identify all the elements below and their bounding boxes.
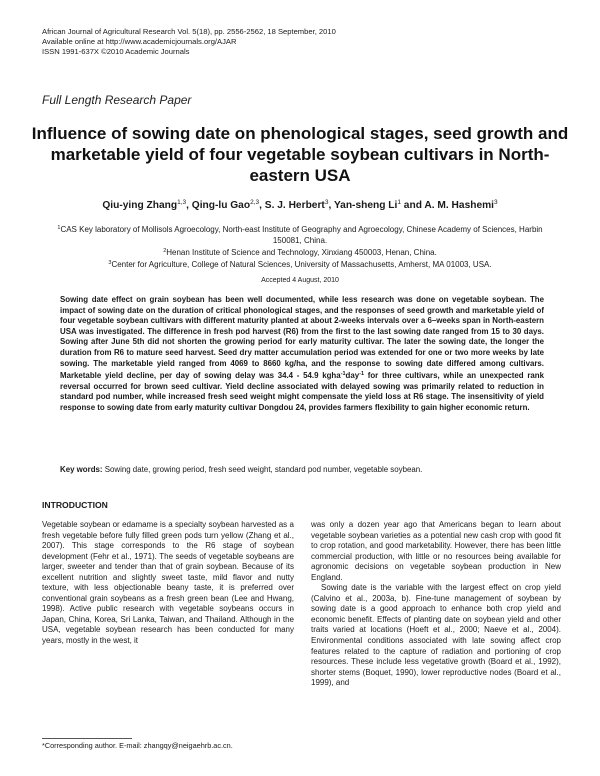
author-separator: and [400,200,425,211]
author-name: Qing-lu Gao [191,200,251,211]
keywords-label: Key words: [60,465,103,474]
journal-citation: African Journal of Agricultural Research Vol. 5(18), pp. 2556-2562, 18 September, 2010 [42,27,336,36]
author-affiliation-mark: 3 [324,199,329,206]
body-paragraph: Sowing date is the variable with the largest effect on crop yield (Calvino et al., 2003a, b). Fine-tune management of soybean by sowing date is a good approach to enhance both crop yield and economic benefit. Effects of planting date on soybean yield and other traits varied at locations (Hoeft et al., 2000; Naeve et al., 2004). Environmental conditions associated with late sowing affect crop features related to the capture of radiation and portioning of crop resources. These include less vegetative growth (Board et al., 1992), shorter stems (Boquet, 1990), lower reproductive nodes (Board et al., 1999), and [311,583,561,688]
affiliation-item [42,223,558,246]
author-affiliation-mark: 2,3 [250,199,260,206]
author-separator: , [186,200,192,211]
author-affiliation-mark: 3 [494,199,498,206]
body-column-left [42,520,294,647]
unit-exponent: -1 [359,371,365,378]
author-affiliation-mark: 1 [397,199,401,206]
author-name: Qiu-ying Zhang [102,200,178,211]
unit-exponent: -1 [340,371,346,378]
corresponding-author-footnote: *Corresponding author. E-mail: zhangqy@neigaehrb.ac.cn. [42,741,233,750]
online-availability[interactable]: Available online at http://www.academicjournals.org/AJAR [42,37,237,46]
affiliation-text: CAS Key laboratory of Mollisols Agroecology, North-east Institute of Geography and Agroecology, Chinese Academy of Sciences, Harbin 150081, China. [60,225,543,245]
footnote-divider [42,738,132,739]
abstract-text: Sowing date effect on grain soybean has been well documented, while less research was done on vegetable soybean. The impact of sowing date on the duration of critical phonological stages, and the responses of seed growth and marketable yield of four vegetable soybean cultivars with different maturity planted at about 2-weeks intervals over a 6–weeks span in North-eastern USA was investigated. The difference in fresh pod harvest (R6) from the first to the last sowing date ranged from 15 to 30 days. Sowing after June 5th did not shorten the growing period for early maturity cultivar. The later the sowing date, the longer the duration from R6 to mature seed harvest. Seed dry matter accumulation period was extended for one or two more weeks by late sowing. The marketable yield ranged from 4069 to 8660 kg/ha, and the response to sowing date differed among cultivars. Marketable yield decline, per day of sowing delay was 34.4 - 54.9 kgha [60,295,544,381]
body-paragraph: Vegetable soybean or edamame is a specialty soybean harvested as a fresh vegetable before fully filled green pods turn yellow (Zhang et al., 2007). This stage corresponds to the R6 stage of soybean development (Fehr et al., 1971). The seeds of vegetable soybeans are larger, sweeter and tender than that of grain soybean. Because of its excellent nutrition and slightly sweet taste, mild flavor and nutty texture, with less objectionable beany taste, it is preferred over conventional grain soybeans as a fresh green bean (Lee and Hwang, 1998). Active public research with vegetable soybeans occurs in Japan, China, Korea, Sri Lanka, Taiwan, and Thailand. Although in the USA, vegetable soybean research has been conducted for many years, mostly in the west, it [42,520,294,646]
body-paragraph: was only a dozen year ago that Americans began to learn about vegetable soybean varieties as a potential new cash crop with good fit to crop rotation, and good marketability. However, there has been little commercial production, with little or no resources being available for agronomic decisions on vegetable soybean production in New England. [311,520,561,582]
paper-title: Influence of sowing date on phenological stages, seed growth and marketable yield of four vegetable soybean cultivars in North-eastern USA [31,124,569,185]
author-separator: , [328,200,334,211]
journal-header [42,27,336,57]
abstract-text-unit: day [345,371,360,381]
body-column-right [311,520,561,689]
author-list [30,199,570,211]
accepted-date: Accepted 4 August, 2010 [261,277,339,284]
affiliation-number: 2 [163,248,167,254]
abstract [60,295,544,414]
keywords-text: Sowing date, growing period, fresh seed weight, standard pod number, vegetable soybean. [102,465,423,474]
author-name: Yan-sheng Li [333,200,398,211]
affiliation-item [42,246,558,258]
keywords [60,465,544,475]
author-name: A. M. Hashemi [424,200,495,211]
affiliation-item [42,258,558,270]
issn-copyright: ISSN 1991-637X ©2010 Academic Journals [42,47,190,56]
author-separator: , [259,200,265,211]
affiliation-text: Center for Agriculture, College of Natural Sciences, University of Massachusetts, Amherst, MA 01003, USA. [111,260,492,269]
abstract-text-continued: for three cultivars, while an unexpected rank reversal occurred for brown seed cultivar. Yield decline associated with delayed sowing was primarily related to reduction in standard pod number, while increased fresh seed weight might compensate the yield loss at R6 stage. The insensitivity of yield response to sowing date from early maturity cultivar Dongdou 24, provides farmers flexibility to gain higher economic return. [60,371,544,412]
affiliation-text: Henan Institute of Science and Technology, Xinxiang 450003, Henan, China. [166,248,437,257]
paper-type: Full Length Research Paper [42,93,192,107]
author-affiliation-mark: 1,3 [177,199,187,206]
affiliations [42,223,558,270]
affiliation-number: 1 [57,225,61,231]
section-heading-introduction: INTRODUCTION [42,500,108,510]
affiliation-number: 3 [108,260,112,266]
author-name: S. J. Herbert [264,200,325,211]
